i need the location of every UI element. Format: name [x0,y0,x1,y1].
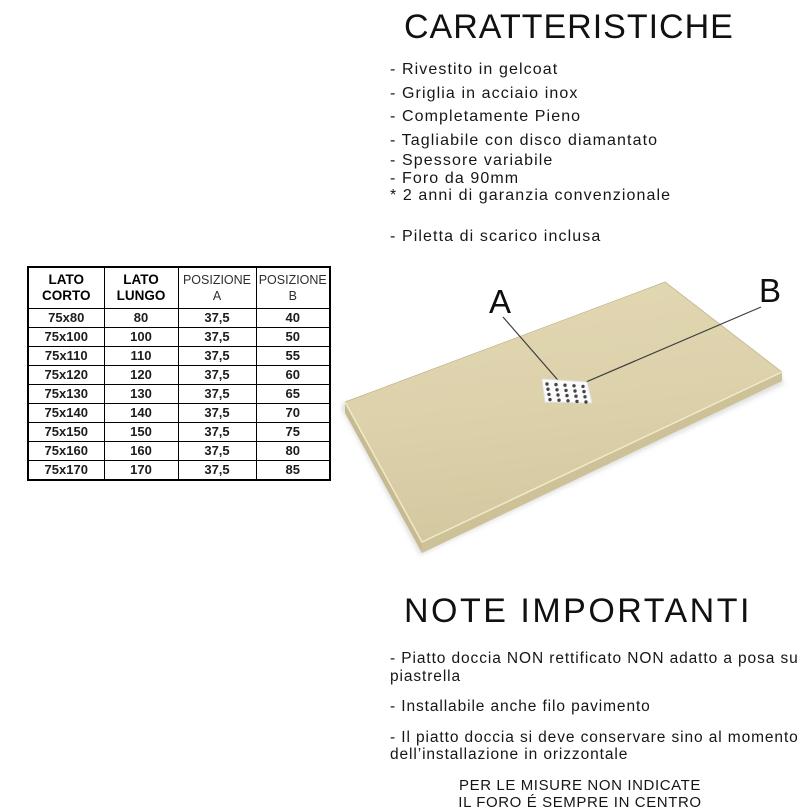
table-cell: 75 [256,423,330,442]
table-cell: 75x100 [28,328,104,347]
feature-item: - Griglia in acciaio inox [390,84,579,102]
header-line: LUNGO [116,288,166,303]
table-cell: 150 [104,423,178,442]
table-cell: 70 [256,404,330,423]
header-line: POSIZIONE [258,273,327,287]
table-cell: 50 [256,328,330,347]
table-cell: 40 [256,309,330,328]
table-row [28,423,330,442]
label-b: B [759,272,782,309]
note-importanti-section [390,594,800,811]
table-cell: 75x140 [28,404,104,423]
table-row [28,404,330,423]
header-line: CORTO [41,288,91,303]
table-row [28,366,330,385]
table-cell: 100 [104,328,178,347]
table-cell: 80 [104,309,178,328]
table-cell: 160 [104,442,178,461]
note-importanti-title: NOTE IMPORTANTI [404,592,752,630]
table-row [28,385,330,404]
table-cell: 75x80 [28,309,104,328]
table-cell: 37,5 [178,385,256,404]
table-cell: 75x110 [28,347,104,366]
header-line: LATO [123,272,159,287]
table-cell: 85 [256,461,330,481]
feature-item: - Foro da 90mm [390,169,520,187]
header-line: POSIZIONE [182,273,252,287]
feature-item: * 2 anni di garanzia convenzionale [390,187,672,204]
table-cell: 75x150 [28,423,104,442]
col-header-lato-lungo [104,267,178,309]
header-line: LATO [48,272,84,287]
table-cell: 75x170 [28,461,104,481]
table-cell: 37,5 [178,461,256,481]
feature-item: - Spessore variabile [390,152,554,169]
table-cell: 140 [104,404,178,423]
table-cell: 60 [256,366,330,385]
table-row [28,442,330,461]
table-cell: 120 [104,366,178,385]
size-table [27,266,331,481]
table-row [28,328,330,347]
table-cell: 37,5 [178,309,256,328]
table-cell: 55 [256,347,330,366]
table-cell: 37,5 [178,442,256,461]
note-footer-line: PER LE MISURE NON INDICATE [458,776,702,794]
note-item: - Installabile anche filo pavimento [390,698,651,715]
table-cell: 75x160 [28,442,104,461]
label-a: A [489,283,512,320]
table-cell: 130 [104,385,178,404]
table-row [28,461,330,481]
caratteristiche-section [390,10,800,248]
feature-item: - Piletta di scarico inclusa [390,227,602,245]
col-header-lato-corto [28,267,104,309]
caratteristiche-title: CARATTERISTICHE [404,8,734,46]
note-footer-line: IL FORO É SEMPRE IN CENTRO [458,793,702,811]
tray-illustration-svg [340,250,800,580]
caratteristiche-list [390,58,800,248]
table-cell: 37,5 [178,404,256,423]
col-header-posizione-a [178,267,256,309]
table-row [28,309,330,328]
note-list [390,650,800,764]
header-line: B [288,289,297,303]
tray-illustration [340,250,800,580]
feature-item: - Tagliabile con disco diamantato [390,131,659,149]
table-cell: 170 [104,461,178,481]
header-line: A [212,289,222,303]
table-row [28,347,330,366]
table-cell: 110 [104,347,178,366]
table-cell: 37,5 [178,347,256,366]
table-header-row [28,267,330,309]
table-cell: 80 [256,442,330,461]
table-cell: 37,5 [178,423,256,442]
table-cell: 37,5 [178,328,256,347]
feature-item: - Rivestito in gelcoat [390,61,559,78]
table-cell: 37,5 [178,366,256,385]
table-cell: 75x130 [28,385,104,404]
col-header-posizione-b [256,267,330,309]
table-cell: 65 [256,385,330,404]
note-footer [390,777,770,811]
feature-item: - Completamente Pieno [390,108,582,125]
table-cell: 75x120 [28,366,104,385]
note-item: - Il piatto doccia si deve conservare sino al momento dell’installazione in orizzontale [390,728,799,763]
note-item: - Piatto doccia NON rettificato NON adatto a posa su piastrella [390,650,799,685]
